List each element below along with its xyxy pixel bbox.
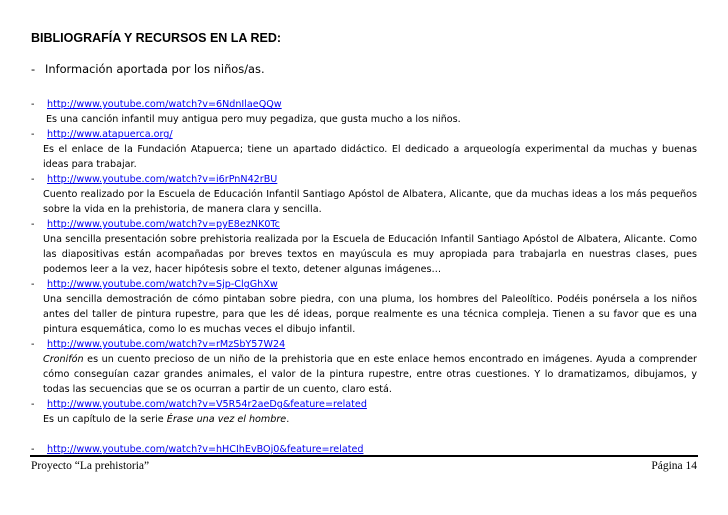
resource-description: Cuento realizado por la Escuela de Educación Infantil Santiago Apóstol de Albatera, Alicante, que da muchas ideas a los más pequeños sobre la vida en la prehistoria, de manera clara y sencilla. [43,189,697,215]
list-item [31,97,697,127]
resource-description: Es el enlace de la Fundación Atapuerca; tiene un apartado didáctico. El dedicado a arqueología experimental da muchas y buenas ideas para trabajar. [43,144,697,170]
bullet-dash: - [31,444,35,455]
resource-description: Una sencilla presentación sobre prehistoria realizada por la Escuela de Educación Infantil Santiago Apóstol de Albatera, Alicante. Como las diapositivas están acompañadas por breves textos en mayúscula es muy apropiada para trabajarla en nuestras clases, pues podemos leer a la vez, hacer hipótesis sobre el texto, detener algunas imágenes… [43,234,697,275]
resource-link[interactable]: http://www.youtube.com/watch?v=V5R54r2aeDg&feature=related [47,399,367,410]
list-item [31,127,697,172]
resource-link[interactable]: http://www.youtube.com/watch?v=Sjp-ClgGhXw [47,279,278,290]
spacer [31,427,697,442]
resource-link[interactable]: http://www.youtube.com/watch?v=hHCIhEvBOj0&feature=related [47,444,364,455]
series-title: Érase una vez el hombre [166,414,287,425]
intro-text: Información aportada por los niños/as. [45,62,265,76]
resource-link[interactable]: http://www.youtube.com/watch?v=pyE8ezNK0Tc [47,219,280,230]
bullet-dash: - [31,62,36,76]
list-item [31,337,697,397]
resource-link[interactable]: http://www.youtube.com/watch?v=i6rPnN42rBU [47,174,278,185]
story-title: Cronifón [43,354,84,365]
resource-description: Es una canción infantil muy antigua pero muy pegadiza, que gusta mucho a los niños. [46,114,461,125]
resource-description: Una sencilla demostración de cómo pintaban sobre piedra, con una pluma, los hombres del Paleolítico. Podéis ponérsela a los niños antes del taller de pintura rupestre, para que les dé ideas, porque realmente es una técnica compleja. Tienen a su favor que es una pintura esquemática, como lo es muchas veces el dibujo infantil. [43,294,697,335]
bullet-dash: - [31,399,35,410]
bullet-dash: - [31,129,35,140]
list-item [31,172,697,217]
footer-page-number: Página 14 [651,460,697,472]
resource-link[interactable]: http://www.youtube.com/watch?v=6NdnIlaeQQw [47,99,282,110]
list-item [31,217,697,277]
footer-project-title: Proyecto “La prehistoria” [31,460,150,472]
bullet-dash: - [31,219,35,230]
footer-divider [30,455,698,457]
resource-description: Cronifón es un cuento precioso de un niño de la prehistoria que en este enlace hemos encontrado en imágenes. Ayuda a comprender cómo conseguían cazar grandes animales, el valor de la pintura rupestre, entre otras cuestiones. Y lo dramatizamos, dibujamos, y todas las secuencias que se os ocurran a partir de un cuento, claro está. [43,354,697,395]
bullet-dash: - [31,279,35,290]
bullet-dash: - [31,339,35,350]
resource-list [31,97,697,457]
section-heading: BIBLIOGRAFÍA Y RECURSOS EN LA RED: [31,31,282,45]
list-item [31,397,697,427]
intro-line [31,62,265,76]
bullet-dash: - [31,99,35,110]
bullet-dash: - [31,174,35,185]
list-item [31,277,697,337]
resource-description: Es un capítulo de la serie Érase una vez el hombre. [43,414,290,425]
resource-link[interactable]: http://www.youtube.com/watch?v=rMzSbY57W24 [47,339,286,350]
resource-link[interactable]: http://www.atapuerca.org/ [47,129,173,140]
